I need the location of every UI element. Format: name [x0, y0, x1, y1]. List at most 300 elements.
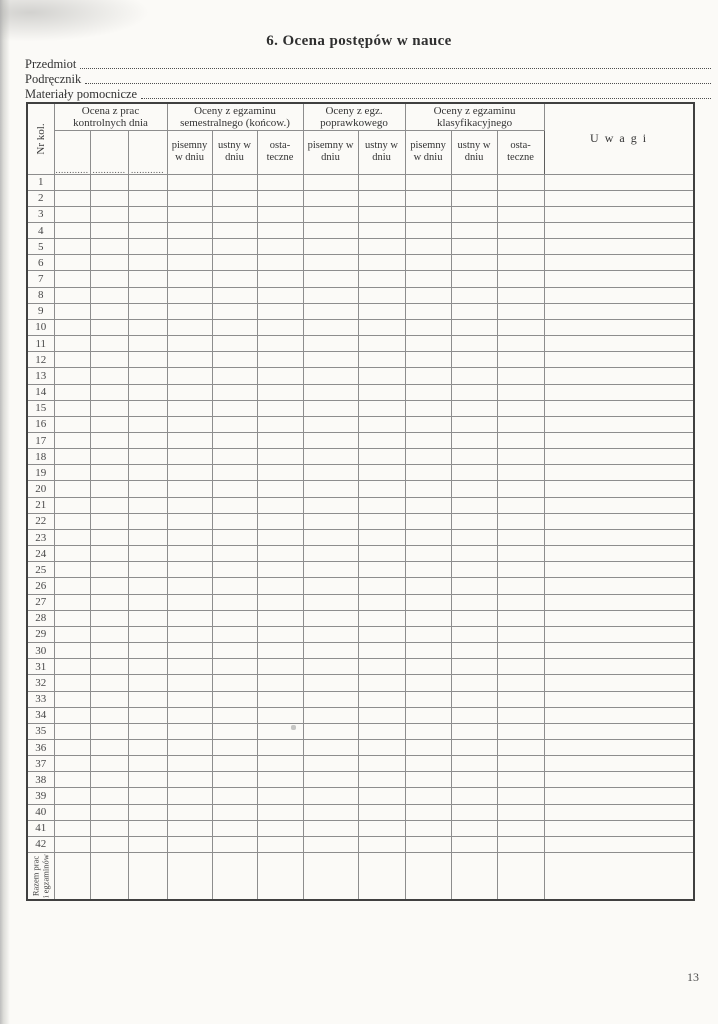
grade-cell [405, 626, 451, 642]
row-number: 1 [27, 174, 54, 190]
grade-cell [405, 384, 451, 400]
grade-cell [303, 594, 358, 610]
grade-cell [54, 222, 90, 238]
grade-cell [451, 675, 497, 691]
row-number: 18 [27, 449, 54, 465]
grade-cell [54, 804, 90, 820]
grade-cell [451, 546, 497, 562]
grade-cell [497, 562, 544, 578]
grade-cell [90, 400, 128, 416]
grade-cell [128, 691, 167, 707]
grade-cell [497, 610, 544, 626]
uwagi-cell [544, 303, 694, 319]
uwagi-cell [544, 691, 694, 707]
uwagi-cell [544, 416, 694, 432]
table-row [27, 529, 694, 545]
grade-cell [358, 546, 405, 562]
table-row [27, 287, 694, 303]
grade-cell [90, 739, 128, 755]
row-number: 6 [27, 255, 54, 271]
grade-cell [54, 384, 90, 400]
grade-cell [358, 287, 405, 303]
grade-cell [128, 271, 167, 287]
grade-cell [257, 465, 303, 481]
grade-cell [497, 529, 544, 545]
table-row [27, 804, 694, 820]
grade-cell [497, 465, 544, 481]
table-body [27, 174, 694, 853]
grade-cell [451, 820, 497, 836]
grade-cell [90, 287, 128, 303]
grade-cell [405, 691, 451, 707]
grade-cell [257, 384, 303, 400]
total-cell [128, 853, 167, 900]
grade-cell [358, 433, 405, 449]
grade-cell [405, 820, 451, 836]
grade-cell [128, 255, 167, 271]
grade-cell [358, 497, 405, 513]
grade-cell [358, 610, 405, 626]
grade-cell [54, 675, 90, 691]
grade-cell [54, 643, 90, 659]
grade-cell [405, 319, 451, 335]
total-cell [167, 853, 212, 900]
grade-cell [451, 513, 497, 529]
grade-cell [54, 352, 90, 368]
total-cell [358, 853, 405, 900]
grade-cell [54, 481, 90, 497]
grade-cell [451, 659, 497, 675]
grade-cell [405, 578, 451, 594]
uwagi-cell [544, 626, 694, 642]
grade-cell [212, 368, 257, 384]
grade-cell [358, 788, 405, 804]
grade-cell [303, 513, 358, 529]
grade-cell [303, 239, 358, 255]
date-line-cell [128, 130, 167, 174]
grade-cell [212, 820, 257, 836]
grade-cell [212, 707, 257, 723]
grade-cell [212, 546, 257, 562]
grade-cell [358, 691, 405, 707]
grade-cell [212, 416, 257, 432]
grade-cell [497, 804, 544, 820]
grade-cell [451, 723, 497, 739]
grade-cell [497, 481, 544, 497]
field-row-podrecznik [25, 71, 712, 86]
grade-cell [303, 271, 358, 287]
grade-cell [451, 352, 497, 368]
grade-cell [90, 384, 128, 400]
grade-cell [257, 287, 303, 303]
razem-label [31, 854, 50, 898]
grade-cell [90, 659, 128, 675]
table-row [27, 271, 694, 287]
grade-cell [90, 271, 128, 287]
grade-cell [212, 739, 257, 755]
grade-cell [54, 626, 90, 642]
grade-cell [451, 691, 497, 707]
grade-cell [257, 497, 303, 513]
grade-cell [212, 465, 257, 481]
materialy-label: Materiały pomocnicze [25, 87, 138, 101]
grade-cell [451, 788, 497, 804]
grade-cell [451, 255, 497, 271]
grade-cell [405, 836, 451, 852]
grade-cell [54, 594, 90, 610]
grade-cell [405, 707, 451, 723]
field-row-materialy [25, 86, 712, 101]
grade-cell [167, 643, 212, 659]
uwagi-cell [544, 481, 694, 497]
grade-cell [303, 190, 358, 206]
grade-cell [405, 368, 451, 384]
uwagi-cell [544, 820, 694, 836]
grade-cell [451, 481, 497, 497]
grade-cell [212, 772, 257, 788]
grade-cell [128, 206, 167, 222]
date-dots: ............ [92, 164, 126, 174]
grade-cell [405, 756, 451, 772]
grade-cell [128, 497, 167, 513]
grade-cell [451, 433, 497, 449]
grade-cell [497, 594, 544, 610]
grade-cell [128, 303, 167, 319]
grade-cell [358, 303, 405, 319]
grade-cell [128, 756, 167, 772]
grade-cell [257, 433, 303, 449]
table-header [27, 103, 694, 174]
grade-cell [451, 303, 497, 319]
grade-cell [257, 449, 303, 465]
grade-cell [90, 255, 128, 271]
sub-header-popr-ustny: ustny w dniu [358, 130, 405, 174]
grade-cell [497, 368, 544, 384]
grade-cell [257, 222, 303, 238]
grade-cell [167, 691, 212, 707]
row-number: 17 [27, 433, 54, 449]
grade-cell [497, 319, 544, 335]
nr-col-header [27, 103, 54, 174]
grade-cell [257, 659, 303, 675]
table-row [27, 449, 694, 465]
grade-cell [212, 804, 257, 820]
uwagi-cell [544, 239, 694, 255]
grade-cell [497, 287, 544, 303]
grade-cell [212, 239, 257, 255]
grade-cell [358, 723, 405, 739]
grade-cell [167, 723, 212, 739]
grade-cell [212, 222, 257, 238]
grade-cell [497, 416, 544, 432]
grade-cell [128, 626, 167, 642]
grade-cell [303, 400, 358, 416]
table-row [27, 626, 694, 642]
grade-cell [358, 481, 405, 497]
grade-cell [497, 643, 544, 659]
uwagi-cell [544, 594, 694, 610]
grade-cell [212, 400, 257, 416]
row-number: 21 [27, 497, 54, 513]
grade-cell [212, 271, 257, 287]
grade-cell [212, 449, 257, 465]
grade-cell [212, 206, 257, 222]
uwagi-cell [544, 497, 694, 513]
grade-cell [405, 206, 451, 222]
row-number: 39 [27, 788, 54, 804]
grade-cell [54, 287, 90, 303]
grade-cell [405, 659, 451, 675]
grade-cell [358, 562, 405, 578]
grade-cell [451, 174, 497, 190]
grade-cell [128, 723, 167, 739]
grade-cell [167, 610, 212, 626]
grade-cell [451, 739, 497, 755]
grade-cell [405, 772, 451, 788]
grade-cell [167, 433, 212, 449]
grade-cell [128, 610, 167, 626]
grade-cell [128, 578, 167, 594]
grade-cell [358, 529, 405, 545]
grade-cell [128, 336, 167, 352]
table-row [27, 368, 694, 384]
grade-cell [358, 449, 405, 465]
grade-cell [257, 578, 303, 594]
grade-cell [54, 529, 90, 545]
grade-cell [212, 497, 257, 513]
uwagi-header: U w a g i [544, 103, 694, 174]
row-number: 37 [27, 756, 54, 772]
grade-cell [358, 416, 405, 432]
row-number: 14 [27, 384, 54, 400]
grade-cell [212, 190, 257, 206]
grade-cell [90, 352, 128, 368]
grade-cell [451, 707, 497, 723]
grade-cell [257, 255, 303, 271]
grade-cell [303, 739, 358, 755]
grade-cell [358, 578, 405, 594]
grade-cell [212, 433, 257, 449]
grade-cell [451, 772, 497, 788]
grade-cell [358, 513, 405, 529]
grade-cell [212, 723, 257, 739]
grade-cell [497, 239, 544, 255]
grade-cell [303, 368, 358, 384]
date-line-cell [90, 130, 128, 174]
grade-cell [497, 546, 544, 562]
row-number: 12 [27, 352, 54, 368]
grade-cell [497, 352, 544, 368]
table-row [27, 190, 694, 206]
uwagi-cell [544, 578, 694, 594]
grade-cell [451, 836, 497, 852]
grade-cell [497, 206, 544, 222]
row-number: 22 [27, 513, 54, 529]
grade-cell [303, 643, 358, 659]
grade-cell [358, 626, 405, 642]
grade-cell [128, 707, 167, 723]
grade-cell [167, 271, 212, 287]
grade-cell [405, 190, 451, 206]
table-row [27, 352, 694, 368]
uwagi-cell [544, 804, 694, 820]
grade-cell [167, 239, 212, 255]
grade-cell [257, 836, 303, 852]
header-fields [25, 56, 712, 101]
grade-cell [128, 174, 167, 190]
uwagi-cell [544, 319, 694, 335]
grade-cell [54, 303, 90, 319]
grade-cell [128, 352, 167, 368]
grade-cell [358, 465, 405, 481]
uwagi-cell [544, 190, 694, 206]
grade-cell [90, 626, 128, 642]
page-number: 13 [687, 970, 699, 984]
grade-cell [90, 513, 128, 529]
uwagi-cell [544, 336, 694, 352]
grade-cell [167, 626, 212, 642]
grade-cell [128, 675, 167, 691]
grade-cell [167, 336, 212, 352]
grade-cell [212, 287, 257, 303]
grade-cell [358, 594, 405, 610]
grade-cell [167, 416, 212, 432]
uwagi-cell [544, 174, 694, 190]
grade-cell [54, 772, 90, 788]
grade-cell [405, 416, 451, 432]
grade-cell [405, 287, 451, 303]
table-row [27, 255, 694, 271]
grade-cell [451, 319, 497, 335]
grade-cell [257, 772, 303, 788]
scan-speck [291, 725, 296, 730]
table-row [27, 675, 694, 691]
grade-cell [54, 319, 90, 335]
dotted-fill-line [85, 83, 711, 84]
grade-cell [54, 174, 90, 190]
grade-cell [451, 287, 497, 303]
grade-cell [167, 287, 212, 303]
grade-cell [54, 465, 90, 481]
uwagi-cell [544, 433, 694, 449]
grade-cell [405, 610, 451, 626]
grade-cell [405, 723, 451, 739]
grade-cell [128, 594, 167, 610]
grade-cell [257, 691, 303, 707]
sub-header-sem-pisemny: pisemny w dniu [167, 130, 212, 174]
table-row [27, 820, 694, 836]
grade-cell [90, 610, 128, 626]
grade-cell [303, 772, 358, 788]
grade-cell [405, 562, 451, 578]
grade-cell [167, 594, 212, 610]
page-title: 6. Ocena postępów w nauce [266, 33, 452, 49]
grade-cell [358, 659, 405, 675]
row-number: 11 [27, 336, 54, 352]
grade-cell [167, 303, 212, 319]
table-row [27, 513, 694, 529]
grade-cell [90, 788, 128, 804]
uwagi-cell [544, 384, 694, 400]
row-number: 3 [27, 206, 54, 222]
razem-line1: Razem prac [30, 855, 41, 896]
grade-cell [497, 691, 544, 707]
grade-cell [212, 610, 257, 626]
grade-cell [212, 675, 257, 691]
grade-cell [303, 465, 358, 481]
grade-cell [212, 578, 257, 594]
grade-cell [212, 756, 257, 772]
total-cell [497, 853, 544, 900]
grade-cell [257, 481, 303, 497]
grade-cell [257, 804, 303, 820]
row-number: 36 [27, 739, 54, 755]
grade-cell [167, 497, 212, 513]
grade-cell [405, 433, 451, 449]
row-number: 29 [27, 626, 54, 642]
grade-cell [90, 691, 128, 707]
grade-cell [54, 723, 90, 739]
grade-cell [451, 562, 497, 578]
row-number: 41 [27, 820, 54, 836]
grade-cell [257, 513, 303, 529]
grade-cell [303, 723, 358, 739]
grade-cell [405, 465, 451, 481]
grade-cell [128, 287, 167, 303]
sub-header-sem-ustny: ustny w dniu [212, 130, 257, 174]
grade-cell [257, 352, 303, 368]
grade-cell [257, 206, 303, 222]
grade-cell [303, 287, 358, 303]
grade-cell [90, 481, 128, 497]
grade-cell [167, 836, 212, 852]
grade-cell [167, 546, 212, 562]
grade-cell [405, 174, 451, 190]
grade-cell [257, 626, 303, 642]
grade-cell [54, 691, 90, 707]
row-number: 9 [27, 303, 54, 319]
uwagi-cell [544, 271, 694, 287]
grade-cell [212, 303, 257, 319]
uwagi-cell [544, 756, 694, 772]
table-row [27, 174, 694, 190]
grade-cell [167, 578, 212, 594]
table-row [27, 643, 694, 659]
grade-cell [128, 384, 167, 400]
grade-cell [257, 174, 303, 190]
table-footer [27, 853, 694, 900]
grade-cell [257, 368, 303, 384]
grade-cell [257, 190, 303, 206]
row-number: 35 [27, 723, 54, 739]
grade-cell [257, 610, 303, 626]
grade-cell [358, 739, 405, 755]
uwagi-cell [544, 707, 694, 723]
grade-cell [54, 368, 90, 384]
grade-cell [128, 643, 167, 659]
grade-cell [451, 271, 497, 287]
grade-cell [303, 820, 358, 836]
uwagi-cell [544, 675, 694, 691]
table-row [27, 239, 694, 255]
grade-cell [497, 255, 544, 271]
grade-cell [257, 739, 303, 755]
row-number: 4 [27, 222, 54, 238]
grade-cell [358, 675, 405, 691]
row-number: 24 [27, 546, 54, 562]
grade-cell [90, 497, 128, 513]
grade-cell [167, 739, 212, 755]
